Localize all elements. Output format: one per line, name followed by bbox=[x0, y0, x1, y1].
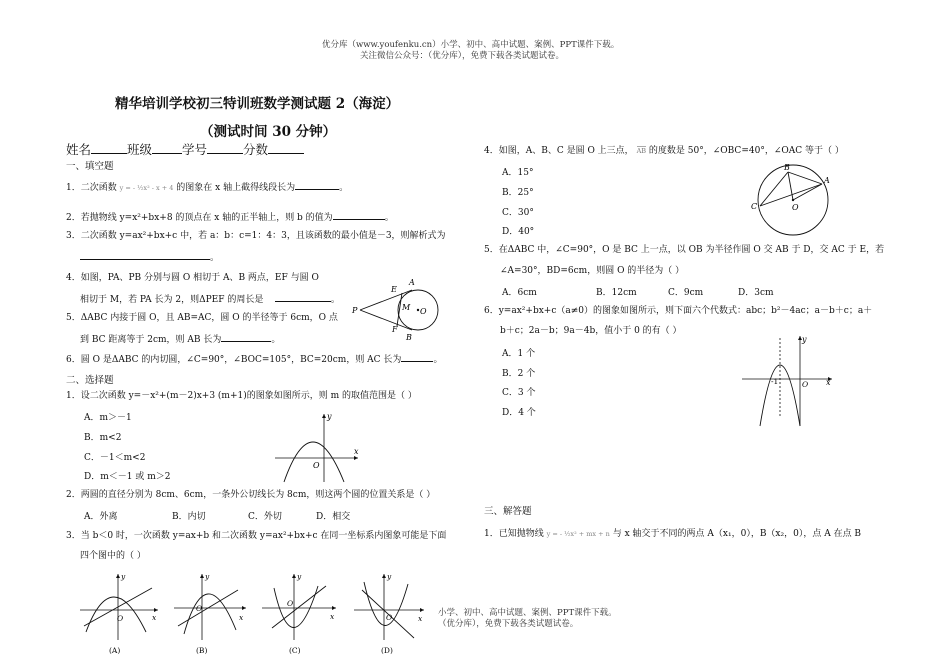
fig-label-B: B bbox=[406, 333, 412, 342]
fig-label-O: O bbox=[420, 307, 427, 316]
fill-q5-line1: 5．ΔABC 内接于圆 O，且 AB=AC，圆 O 的半径等于 6cm，O 点 bbox=[66, 313, 338, 323]
choice-q4-opt-b[interactable]: B．25° bbox=[502, 188, 534, 198]
fill-q6-end: 。 bbox=[433, 355, 443, 365]
page-subtitle: （测试时间 30 分钟） bbox=[200, 124, 337, 140]
circle-label-B: B bbox=[784, 163, 790, 172]
section-choice-heading: 二、选择题 bbox=[66, 375, 114, 386]
fill-q3: 3．二次函数 y=ax²+bx+c 中，若 a：b：c=1：4：3，且该函数的最小值是－3，则解析式为 bbox=[66, 231, 446, 241]
choice-q6-graph bbox=[740, 330, 840, 430]
choice-q4-arc: AB bbox=[636, 147, 647, 155]
fill-q6 bbox=[66, 352, 442, 366]
fig-label-M: M bbox=[402, 303, 411, 312]
header-line1: 优分库（www.youfenku.cn）小学、初中、高中试题、案例、PPT课件下载。 bbox=[322, 40, 620, 50]
q6-axis-y: y bbox=[802, 335, 807, 344]
circle-label-A: A bbox=[824, 176, 830, 185]
choice-q6-opt-a[interactable]: A．1 个 bbox=[502, 349, 536, 359]
page-title: 精华培训学校初三特训班数学测试题 2（海淀） bbox=[115, 96, 400, 112]
choice-q2-opt-b[interactable]: B．内切 bbox=[172, 512, 206, 522]
choice-q1-graph bbox=[270, 408, 365, 483]
choice-q2-opt-d[interactable]: D．相交 bbox=[316, 512, 351, 522]
fill-q2-blank[interactable] bbox=[333, 210, 385, 220]
graph-b-y: y bbox=[205, 572, 210, 581]
fill-q5-text: 到 BC 距离等于 2cm，则 AB 长为 bbox=[80, 335, 222, 345]
graph-d[interactable] bbox=[354, 572, 424, 655]
fill-q2-text: 2．若抛物线 y=x²+bx+8 的顶点在 x 轴的正半轴上，则 b 的值为 bbox=[66, 213, 333, 223]
fig-label-E: E bbox=[391, 285, 397, 294]
choice-q4-text: 4．如图，A、B、C 是圆 O 上三点， bbox=[484, 146, 634, 156]
graph-d-x: x bbox=[418, 614, 423, 623]
class-blank[interactable] bbox=[152, 144, 182, 154]
header-line2: 关注微信公众号：（优分库），免费下载各类试题试卷。 bbox=[360, 51, 565, 61]
choice-q5-line1: 5．在ΔABC 中，∠C=90°，O 是 BC 上一点，以 OB 为半径作圆 O 交 AB 于 D，交 AC 于 E，若 bbox=[484, 245, 885, 255]
graph-d-y: y bbox=[387, 572, 392, 581]
choice-q1-opt-a[interactable]: A．m＞－1 bbox=[84, 413, 132, 423]
fill-q3-blank[interactable] bbox=[80, 250, 210, 260]
choice-q4 bbox=[484, 145, 844, 157]
fill-q1 bbox=[66, 180, 348, 194]
choice-q5-opt-c[interactable]: C．9cm bbox=[668, 288, 704, 298]
name-blank[interactable] bbox=[91, 144, 127, 154]
q1-axis-y: y bbox=[327, 412, 332, 421]
fig-label-P: P bbox=[352, 306, 358, 315]
fill-q4-text: 相切于 M，若 PA 长为 2，则ΔPEF 的周长是 bbox=[80, 295, 264, 305]
choice-q4-opt-a[interactable]: A．15° bbox=[502, 168, 534, 178]
choice-q2-opt-a[interactable]: A．外离 bbox=[84, 512, 118, 522]
choice-q5-opt-a[interactable]: A．6cm bbox=[502, 288, 537, 298]
fill-q3-end: 。 bbox=[210, 253, 220, 263]
tangent-circle-figure bbox=[350, 268, 445, 343]
fill-q1-text2: 的图象在 x 轴上截得线段长为 bbox=[176, 183, 296, 193]
fill-q1-text: 1．二次函数 bbox=[66, 183, 117, 193]
fill-q6-text: 6．圆 O 是ΔABC 的内切圆，∠C=90°，∠BOC=105°，BC=20cm，则 AC 长为 bbox=[66, 355, 402, 365]
fill-q3-answer bbox=[80, 250, 219, 264]
graph-c[interactable] bbox=[262, 572, 336, 655]
score-blank[interactable] bbox=[268, 144, 304, 154]
footer-line1: 小学、初中、高中试题、案例、PPT课件下载。 bbox=[438, 608, 617, 618]
choice-q6-line1: 6．y=ax²+bx+c（a≠0）的图象如图所示，则下面六个代数式：abc；b²－4ac；a－b＋c；a＋ bbox=[484, 306, 873, 316]
q6-origin: O bbox=[802, 380, 809, 389]
fill-q4-end: 。 bbox=[330, 295, 340, 305]
choice-q1: 1．设二次函数 y=－x²+(m－2)x+3 (m+1)的图象如图所示，则 m 的取值范围是（ ） bbox=[66, 391, 417, 401]
graph-a-x: x bbox=[152, 613, 157, 622]
fill-q2-end: 。 bbox=[384, 213, 394, 223]
fill-q4-line1: 4．如图，PA、PB 分别与圆 O 相切于 A、B 两点，EF 与圆 O bbox=[66, 273, 319, 283]
q1-origin: O bbox=[313, 461, 320, 470]
name-label: 姓名 bbox=[66, 142, 92, 157]
choice-q1-opt-d[interactable]: D．m＜－1 或 m＞2 bbox=[84, 472, 171, 482]
choice-q4-opt-c[interactable]: C．30° bbox=[502, 208, 534, 218]
q6-neg1: -1 bbox=[771, 377, 779, 386]
graph-a-o: O bbox=[117, 614, 124, 623]
choice-q3-line2: 四个图中的（ ） bbox=[80, 551, 146, 561]
q6-axis-x: x bbox=[826, 378, 831, 387]
choice-q6-opt-c[interactable]: C．3 个 bbox=[502, 388, 536, 398]
footer-line2: （优分库），免费下载各类试题试卷。 bbox=[438, 619, 579, 629]
graph-d-o: O bbox=[386, 613, 393, 622]
choice-q6-line2: b＋c；2a－b；9a－4b，值小于 0 的有（ ） bbox=[500, 326, 682, 336]
fill-q4-line2 bbox=[80, 292, 340, 306]
student-info-row bbox=[66, 140, 304, 158]
fill-q5-blank[interactable] bbox=[221, 332, 271, 342]
fill-q1-blank[interactable] bbox=[295, 180, 339, 190]
fill-q5-line2 bbox=[80, 332, 280, 346]
graph-a-y: y bbox=[121, 572, 126, 581]
choice-q2: 2．两圆的直径分别为 8cm、6cm，一条外公切线长为 8cm，则这两个圆的位置关系是（ ） bbox=[66, 490, 436, 500]
class-label: 班级 bbox=[127, 142, 153, 157]
graph-b-x: x bbox=[239, 613, 244, 622]
choice-q4-circle-figure bbox=[748, 160, 838, 240]
choice-q5-opt-d[interactable]: D．3cm bbox=[738, 288, 774, 298]
graph-b-label: (B) bbox=[196, 646, 208, 655]
graph-c-label: (C) bbox=[289, 646, 301, 655]
choice-q1-opt-c[interactable]: C．－1＜m<2 bbox=[84, 453, 146, 463]
answer-q1-text2: 与 x 轴交于不同的两点 A（x₁，0），B（x₂，0），点 A 在点 B bbox=[612, 529, 862, 539]
graph-a-label: (A) bbox=[109, 646, 121, 655]
graph-c-y: y bbox=[297, 572, 302, 581]
circle-label-O: O bbox=[792, 203, 799, 212]
answer-q1-text: 1．已知抛物线 bbox=[484, 529, 544, 539]
fig-label-A: A bbox=[409, 278, 415, 287]
fill-q1-end: 。 bbox=[339, 183, 349, 193]
fig-label-F: F bbox=[392, 325, 398, 334]
graph-d-label: (D) bbox=[381, 646, 393, 655]
answer-q1 bbox=[484, 528, 861, 540]
section-fill-heading: 一、填空题 bbox=[66, 161, 114, 172]
fill-q6-blank[interactable] bbox=[401, 352, 433, 362]
fill-q1-formula: y = - ½x² - x + 4 bbox=[119, 184, 174, 192]
answer-q1-formula: y = - ½x² + mx + n bbox=[546, 530, 610, 538]
choice-q3-line1: 3．当 b＜0 时，一次函数 y=ax+b 和二次函数 y=ax²+bx+c 在同一坐标系内图象可能是下面 bbox=[66, 531, 447, 541]
q1-axis-x: x bbox=[354, 447, 359, 456]
graph-b-o: O bbox=[196, 604, 203, 613]
choice-q1-opt-b[interactable]: B．m<2 bbox=[84, 433, 122, 443]
id-blank[interactable] bbox=[207, 144, 243, 154]
choice-q4-opt-d[interactable]: D．40° bbox=[502, 227, 535, 237]
fill-q4-blank[interactable] bbox=[275, 292, 331, 302]
choice-q6-opt-d[interactable]: D．4 个 bbox=[502, 408, 536, 418]
section-answer-heading: 三、解答题 bbox=[484, 506, 532, 517]
score-label: 分数 bbox=[243, 142, 269, 157]
choice-q2-opt-c[interactable]: C．外切 bbox=[248, 512, 282, 522]
id-label: 学号 bbox=[182, 142, 208, 157]
choice-q6-opt-b[interactable]: B．2 个 bbox=[502, 369, 536, 379]
choice-q3-graphs bbox=[78, 568, 428, 666]
graph-a[interactable] bbox=[80, 572, 158, 655]
choice-q5-line2: ∠A=30°，BD=6cm，则圆 O 的半径为（ ） bbox=[500, 266, 685, 276]
choice-q5-opt-b[interactable]: B．12cm bbox=[596, 288, 637, 298]
fill-q5-end: 。 bbox=[271, 335, 281, 345]
graph-c-x: x bbox=[330, 612, 335, 621]
circle-label-C: C bbox=[751, 202, 758, 211]
fill-q2 bbox=[66, 210, 394, 224]
graph-c-o: O bbox=[287, 599, 294, 608]
choice-q4-text2: 的度数是 50°，∠OBC=40°，∠OAC 等于（ ） bbox=[648, 146, 844, 156]
graph-b[interactable] bbox=[174, 572, 246, 655]
